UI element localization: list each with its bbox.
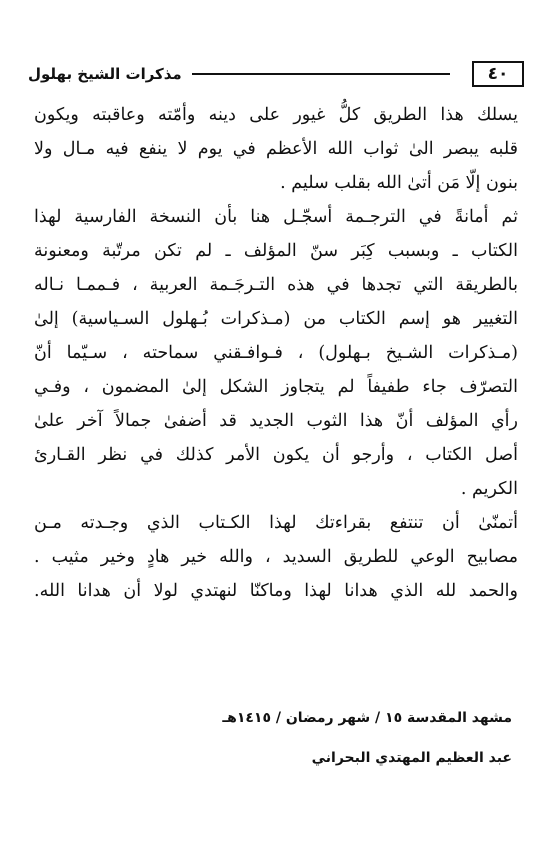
page-number: ٤٠ [472,61,524,87]
signature-name: عبد العظيم المهتدي البحراني [311,750,512,766]
text-line: التغيير هو إسم الكتاب من (مـذكرات بُـهلول السـياسية) إلىٰ [34,309,518,329]
signature-block [40,706,512,770]
signature-name-row [40,746,512,770]
signature-place-date: مشهد المقدسة ١٥ / شهر رمضان / ١٤١٥هـ [222,710,512,726]
text-line: والحمد لله الذي هدانا لهذا وماكنّا لنهتدي لولا أن هدانا الله. [34,581,518,601]
page-header [28,60,524,88]
text-line: أتمنّىٰ أن تنتفع بقراءتك لهذا الكـتاب الذي وجـدته مـن [34,513,518,533]
text-line: (مـذكرات الشـيخ بـهلول) ، فـوافـقني سماحته ، سـيّما أنّ [34,343,518,363]
text-line: ثم أمانةً في الترجـمة أسجّـل هنا بأن النسخة الفارسية لهذا [34,207,518,227]
text-line: يسلك هذا الطريق كلُّ غيور على دينه وأمّته وعاقبته ويكون [34,105,518,125]
text-line: التصرّف جاء طفيفاً لم يتجاوز الشكل إلىٰ المضمون ، وفـي [34,377,518,397]
running-title: مذكرات الشيخ بهلول [28,65,182,83]
text-line: أصل الكتاب ، وأرجو أن يكون الأمر كذلك في نظر القـارئ [34,445,518,465]
text-line: الكريم . [460,479,518,499]
text-line: قلبه يبصر الىٰ ثواب الله الأعظم في يوم لا ينفع فيه مـال ولا [34,139,518,159]
header-rule [192,73,450,75]
text-line: بالطريقة التي تجدها في هذه التـرجَـمة العربية ، فـممـا نـاله [34,275,518,295]
body-text [34,98,518,608]
text-line: مصابيح الوعي للطريق السديد ، والله خير هادٍ وخير مثيب . [34,547,518,567]
text-line: الكتاب ـ وبسبب كِبَر سنّ المؤلف ـ لم تكن مرتّبة ومعنونة [34,241,518,261]
text-line: بنون إلّا مَن أتىٰ الله بقلب سليم . [280,173,518,193]
text-line: رأي المؤلف أنّ هذا الثوب الجديد قد أضفىٰ جمالاً آخر علىٰ [34,411,518,431]
